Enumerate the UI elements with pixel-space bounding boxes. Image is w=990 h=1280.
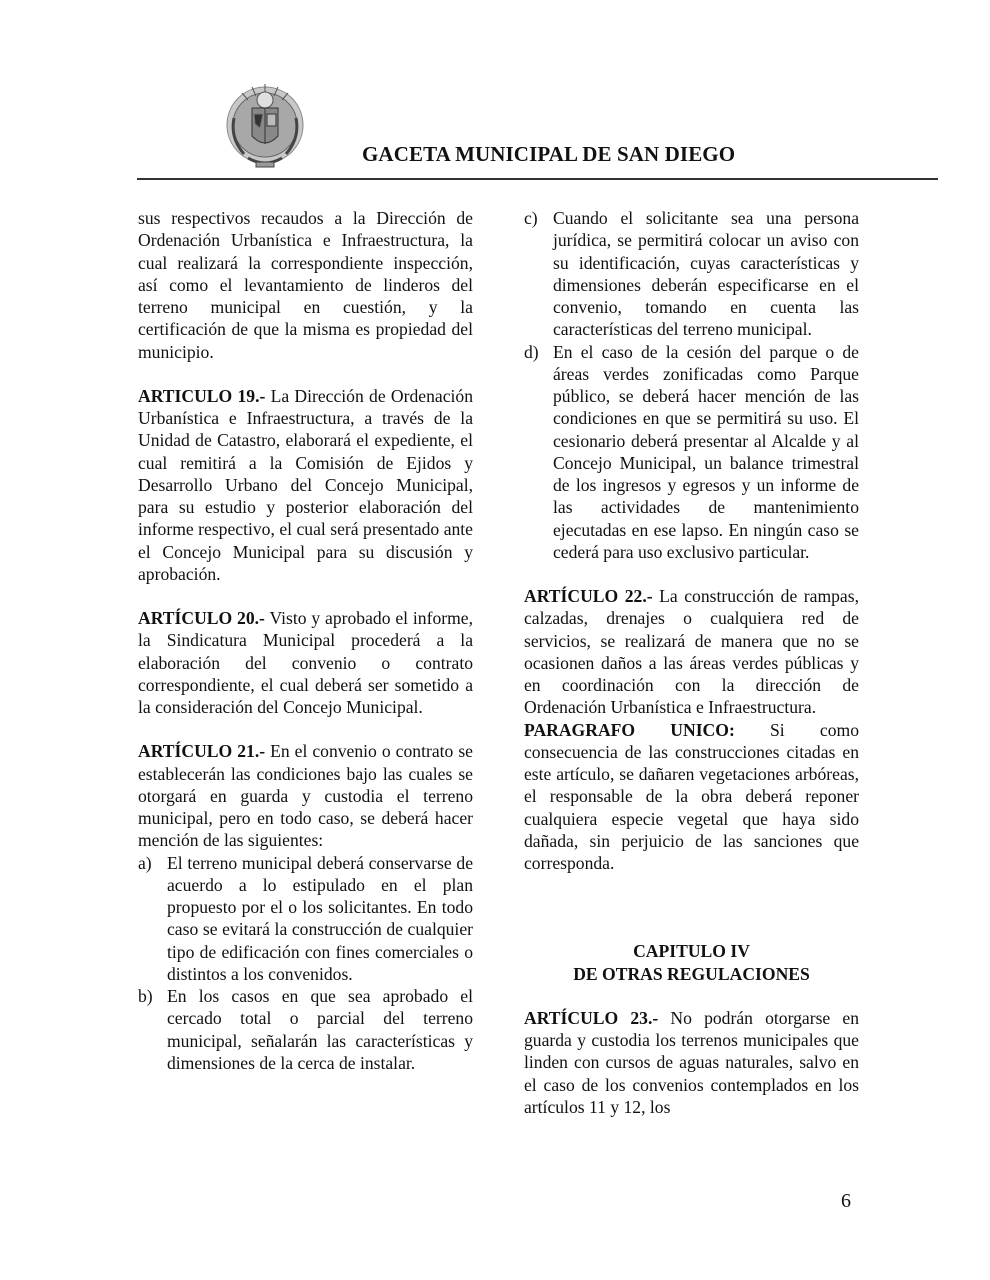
list-item: [524, 341, 859, 564]
intro-paragraph: sus respectivos recaudos a la Dirección de Ordenación Urbanística e Infraestructura, la cual realizará la correspondiente inspección, así como el levantamiento de linderos del terreno municipal en cuestión, y la certificación de que la misma es propiedad del municipio.: [138, 208, 473, 362]
paragrafo-unico: [524, 719, 859, 875]
article-21: [138, 740, 473, 851]
list-text: Cuando el solicitante sea una persona jurídica, se permitirá colocar un aviso con su identificación, cuyas características y dimensiones deberán especificarse en el convenio, tomando en cuenta las características del terreno municipal.: [553, 208, 859, 340]
list-item: [138, 985, 473, 1074]
article-heading: ARTÍCULO 23.-: [524, 1007, 659, 1028]
article-heading: ARTÍCULO 21.-: [138, 741, 266, 762]
article-19: [138, 385, 473, 585]
list-label: a): [138, 852, 152, 873]
page-number: 6: [841, 1190, 851, 1212]
coat-of-arms-icon: [222, 78, 308, 172]
article-text: En el convenio o contrato se establecerán las condiciones bajo las cuales se otorgará en guarda y custodia el terreno municipal, pero en todo caso, se deberá hacer mención de las siguientes:: [138, 741, 473, 851]
article-text: Visto y aprobado el informe, la Sindicatura Municipal procederá a la elaboración del convenio o contrato correspondiente, el cual deberá ser sometido a la consideración del Concejo Municipal.: [138, 608, 473, 717]
list-item: [524, 207, 859, 341]
article-text: La Dirección de Ordenación Urbanística e Infraestructura, a través de la Unidad de Catastro, elaborará el expediente, el cual remitirá a la Comisión de Ejidos y Desarrollo Urbano del Concejo Municipal, para su estudio y posterior elaboración del informe respectivo, el cual será presentado ante el Concejo Municipal para su discusión y aprobación.: [138, 385, 473, 584]
list-text: En el caso de la cesión del parque o de áreas verdes zonificadas como Parque público, se deberá hacer mención de las condiciones en que se permitirá su uso. El cesionario deberá presentar al Alcalde y al Concejo Municipal, un balance trimestral de los ingresos y egresos y un informe de las actividades de mantenimiento ejecutadas en ese lapso. En ningún caso se cederá para uso exclusivo particular.: [553, 341, 859, 562]
paragrafo-heading: PARAGRAFO UNICO:: [524, 719, 735, 740]
list-text: En los casos en que sea aprobado el cercado total o parcial del terreno municipal, señalarán las características y dimensiones de la cerca de instalar.: [167, 986, 473, 1073]
article-22: [524, 585, 859, 719]
left-column: [138, 207, 473, 1074]
list-item: [138, 852, 473, 986]
paragrafo-text: Si como consecuencia de las construcciones citadas en este artículo, se dañaren vegetaciones arbóreas, el responsable de la obra deberá reponer cualquiera especie vegetal que haya sido dañada, sin perjuicio de las sanciones que corresponda.: [524, 719, 859, 873]
article-20: [138, 607, 473, 718]
gazette-title: GACETA MUNICIPAL DE SAN DIEGO: [362, 142, 736, 166]
article-text: No podrán otorgarse en guarda y custodia los terrenos municipales que linden con cursos de aguas naturales, salvo en el caso de los convenios contemplados en los artículos 11 y 12, los: [524, 1007, 859, 1117]
article-heading: ARTÍCULO 20.-: [138, 608, 265, 628]
article-text: La construcción de rampas, calzadas, drenajes o cualquiera red de servicios, se realizará de manera que no se ocasionen daños a las áreas verdes públicas y en coordinación con la dirección de Ordenación Urbanística e Infraestructura.: [524, 586, 859, 718]
article-heading: ARTICULO 19.-: [138, 385, 266, 406]
article-23: [524, 1007, 859, 1118]
right-column: [524, 207, 859, 1118]
article-heading: ARTÍCULO 22.-: [524, 586, 653, 606]
list-label: b): [138, 986, 153, 1006]
list-text: El terreno municipal deberá conservarse de acuerdo a lo estipulado en el plan propuesto por el o los solicitantes. En todo caso se evitará la construcción de cualquier tipo de edificación con fines comerciales o distintos a los convenidos.: [167, 852, 473, 984]
header-divider: [137, 178, 938, 180]
chapter-title: CAPITULO IV: [633, 941, 750, 962]
list-label: d): [524, 341, 539, 362]
list-label: c): [524, 208, 538, 228]
chapter-subtitle: DE OTRAS REGULACIONES: [573, 963, 810, 984]
